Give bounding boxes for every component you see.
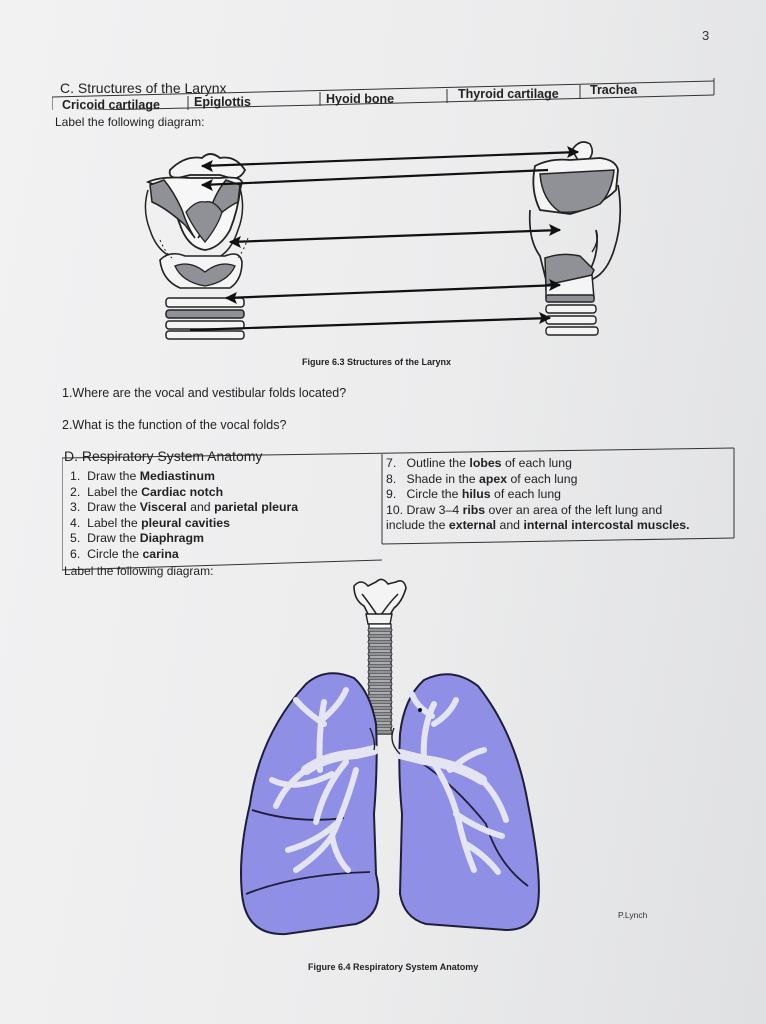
task-item: 5. Draw the Diaphragm: [70, 531, 204, 545]
trachea-ring: [368, 682, 392, 686]
question-1: 1.Where are the vocal and vestibular folds located?: [62, 386, 347, 400]
figure-6-4-caption: Figure 6.4 Respiratory System Anatomy: [308, 962, 479, 972]
word-bank-item-epiglottis: Epiglottis: [194, 95, 251, 109]
trachea-ring: [368, 664, 392, 668]
trachea-ring: [368, 634, 392, 638]
left-lung: [399, 674, 539, 930]
task-item: 10. Draw 3–4 ribs over an area of the left lung and: [386, 502, 663, 517]
respiratory-larynx: [354, 579, 406, 624]
task-item: 1. Draw the Mediastinum: [70, 469, 215, 483]
respiratory-figure: [236, 574, 548, 944]
task-item: 2. Label the Cardiac notch: [70, 484, 224, 499]
author-credit: P.Lynch: [618, 910, 648, 920]
trachea-ring: [368, 676, 392, 680]
section-d-instruction: Label the following diagram:: [64, 564, 214, 578]
left-task-list: [70, 469, 298, 562]
word-bank-item-trachea: Trachea: [590, 83, 638, 97]
trachea-ring: [368, 640, 392, 644]
trachea-ring: [368, 652, 392, 656]
task-item: 7. Outline the lobes of each lung: [386, 456, 572, 470]
task-item: 4. Label the pleural cavities: [70, 515, 230, 530]
larynx-anterior-view: [145, 154, 248, 339]
figure-6-3-caption: Figure 6.3 Structures of the Larynx: [302, 357, 452, 367]
task-item: 9. Circle the hilus of each lung: [386, 487, 561, 501]
page-number: 3: [702, 28, 710, 43]
trachea-ring: [368, 658, 392, 662]
task-item: 6. Circle the carina: [70, 546, 179, 561]
trachea-ring: [368, 646, 392, 650]
word-bank-item-cricoid: Cricoid cartilage: [62, 98, 160, 112]
trachea-ring: [368, 670, 392, 674]
section-d-title: D. Respiratory System Anatomy: [64, 448, 263, 464]
trachea-ring: [368, 700, 392, 704]
word-bank-item-hyoid: Hyoid bone: [326, 92, 395, 106]
larynx-figure: [130, 130, 630, 345]
right-task-list: [386, 456, 690, 534]
task-item: 3. Draw the Visceral and parietal pleura: [70, 500, 299, 514]
task-item: 8. Shade in the apex of each lung: [386, 471, 578, 486]
task-item: include the external and internal intercostal muscles.: [386, 518, 690, 532]
trachea-ring: [368, 628, 392, 632]
question-2: 2.What is the function of the vocal folds?: [62, 418, 287, 432]
section-c-instruction: Label the following diagram:: [55, 115, 205, 129]
trachea-ring: [368, 694, 392, 698]
right-lung: [241, 673, 379, 934]
word-bank-item-thyroid: Thyroid cartilage: [458, 87, 559, 101]
trachea-ring: [368, 688, 392, 692]
section-c-title: C. Structures of the Larynx: [60, 80, 227, 96]
